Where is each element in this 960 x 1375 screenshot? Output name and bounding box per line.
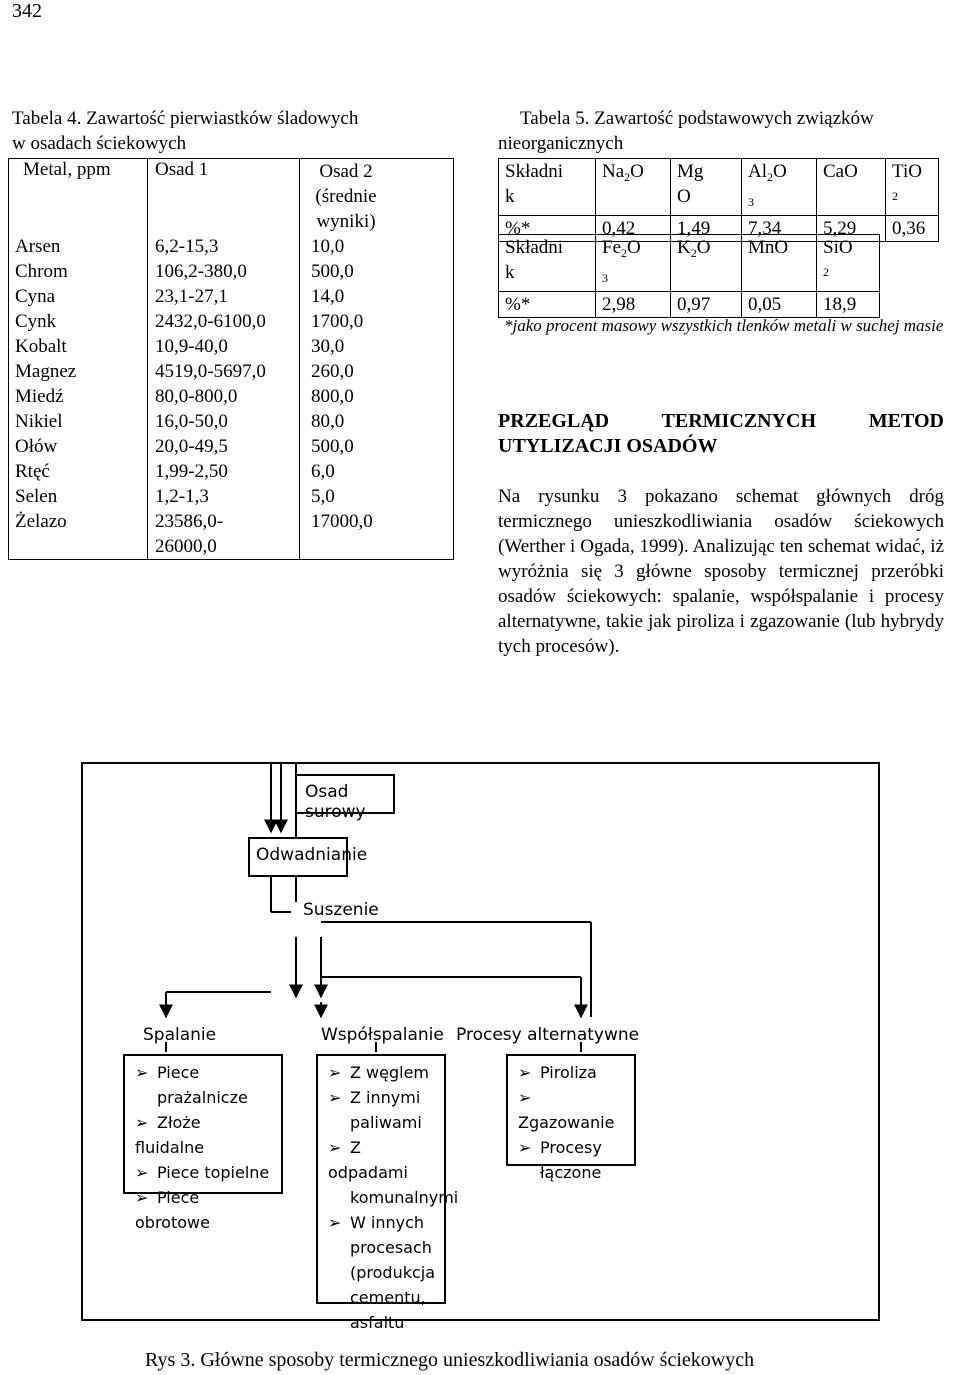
table5-cell: 1,49 xyxy=(671,216,742,242)
raw-sludge-box xyxy=(295,774,395,822)
header-osad2-line1: Osad 2 xyxy=(319,161,373,182)
table5-cell: MnO xyxy=(742,235,817,292)
table5-cell: $K_2O$ xyxy=(671,235,742,292)
list-item: ➢ Z innymi xyxy=(328,1088,421,1107)
table-row xyxy=(9,486,453,511)
table5-cell: 0,97 xyxy=(671,292,742,318)
section-paragraph: Na rysunku 3 pokazano schemat głównych dróg termicznego unieszkodliwiania osadów ściekowych (Werther i Ogada, 1999). Analizując ten schemat widać, iż wyróżnia się 3 główne sposoby termicznej przeróbki osadów ściekowych: spalanie, współspalanie i procesy alternatywne, takie jak piroliza i zgazowanie (lub hybrydy tych procesów). xyxy=(498,486,944,657)
list-item: ➢ Piece topielne xyxy=(135,1163,270,1182)
list-item: paliwami xyxy=(350,1113,422,1132)
table5-cell: TiO 2 xyxy=(886,159,939,216)
table4-cell: 30,0 xyxy=(311,336,345,357)
table4-cell: 1700,0 xyxy=(311,311,364,332)
list-item: asfaltu xyxy=(350,1313,405,1332)
table4-cell: 1,2-1,3 xyxy=(155,486,209,507)
table4-cell: Kobalt xyxy=(15,336,67,357)
table4-cell: 10,0 xyxy=(311,236,345,257)
table-row xyxy=(9,361,453,386)
drying-label: Suszenie xyxy=(303,900,379,920)
table4-cell: 14,0 xyxy=(311,286,345,307)
table4-cell: 6,2-15,3 xyxy=(155,236,219,257)
table-row xyxy=(9,286,453,311)
table4-cell: 5,0 xyxy=(311,486,335,507)
table4-cell: 17000,0 xyxy=(311,511,373,532)
list-item: ➢ Z odpadami xyxy=(328,1138,408,1182)
list-item: ➢ Złoże fluidalne xyxy=(135,1113,205,1157)
list-item: ➢ W innych xyxy=(328,1213,425,1232)
list-item: komunalnymi xyxy=(350,1188,459,1207)
table5-cell: %* xyxy=(499,216,596,242)
list-item: cementu, xyxy=(350,1288,426,1307)
table5-caption-line1: Tabela 5. Zawartość podstawowych związków xyxy=(520,108,874,129)
table-row xyxy=(9,311,453,336)
list-item: prażalnicze xyxy=(157,1088,248,1107)
table4-caption-line1: Tabela 4. Zawartość pierwiastków śladowych xyxy=(12,108,359,129)
header-osad1: Osad 1 xyxy=(155,159,209,180)
co-combustion-list xyxy=(316,1054,459,1332)
table4-cell: 10,9-40,0 xyxy=(155,336,228,357)
table5-cell: 0,36 xyxy=(886,216,939,242)
table4-cell: Ołów xyxy=(15,436,58,457)
table-row xyxy=(9,436,453,461)
table5-cell: Składni k xyxy=(499,235,596,292)
list-item: procesach xyxy=(350,1238,432,1257)
table4-caption xyxy=(12,106,358,156)
list-item: ➢ Piece obrotowe xyxy=(135,1188,210,1232)
table5-part2 xyxy=(498,234,880,318)
table4 xyxy=(8,158,454,560)
table4-cell: Cynk xyxy=(15,311,57,332)
table4-last-cont: 26000,0 xyxy=(155,536,217,557)
header-osad2-line3: wyniki) xyxy=(316,211,376,232)
table5-cell: CaO xyxy=(817,159,886,216)
table4-cell: Magnez xyxy=(15,361,77,382)
co-combustion-label: Współspalanie xyxy=(321,1025,444,1045)
alternative-processes-list xyxy=(506,1054,636,1182)
table4-cell: Miedź xyxy=(15,386,64,407)
table4-cell: 260,0 xyxy=(311,361,354,382)
list-item: ➢ Piece xyxy=(135,1063,200,1082)
table4-cell: Chrom xyxy=(15,261,68,282)
table-row xyxy=(9,511,453,536)
table-row xyxy=(9,461,453,486)
table4-header xyxy=(9,159,453,235)
table5-cell: SiO 2 xyxy=(817,235,880,292)
table4-cell: 20,0-49,5 xyxy=(155,436,228,457)
list-item: ➢ Procesy xyxy=(518,1138,602,1157)
table5-cell: %* xyxy=(499,292,596,318)
raw-sludge-label: Osad surowy xyxy=(305,782,366,822)
table-row xyxy=(9,386,453,411)
table5-cell: 5,29 xyxy=(817,216,886,242)
list-item: ➢Zgazowanie xyxy=(518,1088,615,1132)
section-heading: PRZEGLĄD TERMICZNYCH METOD UTYLIZACJI OSADÓW xyxy=(498,410,944,457)
table4-cell: 500,0 xyxy=(311,436,354,457)
table4-cell: 80,0-800,0 xyxy=(155,386,238,407)
figure-diagram xyxy=(81,762,880,1332)
list-item: łączone xyxy=(540,1163,602,1182)
dewatering-label: Odwadnianie xyxy=(256,845,368,865)
dewatering-box xyxy=(248,837,368,877)
table4-cell: Rtęć xyxy=(15,461,50,482)
table4-cell: 1,99-2,50 xyxy=(155,461,228,482)
table4-cell: Selen xyxy=(15,486,58,507)
table-row xyxy=(9,336,453,361)
table4-cell: Cyna xyxy=(15,286,56,307)
table5-cell: 0,05 xyxy=(742,292,817,318)
alternative-processes-label: Procesy alternatywne xyxy=(456,1025,640,1045)
table4-cell: 23,1-27,1 xyxy=(155,286,228,307)
list-item: ➢ Z węglem xyxy=(328,1063,430,1082)
table4-cell: Nikiel xyxy=(15,411,63,432)
table5-part1 xyxy=(498,158,939,242)
table5-cell: $Na_2O$ xyxy=(596,159,671,216)
table5-cell: 7,34 xyxy=(742,216,817,242)
table5-cell: Mg O xyxy=(671,159,742,216)
table-row xyxy=(499,159,939,216)
table4-cell: 4519,0-5697,0 xyxy=(155,361,266,382)
combustion-list xyxy=(123,1054,283,1232)
table5-cell: 18,9 xyxy=(817,292,880,318)
table4-caption-line2: w osadach ściekowych xyxy=(12,133,187,154)
table4-cell: Arsen xyxy=(15,236,61,257)
table5-footnote: *jako procent masowy wszystkich tlenków metali w suchej masie xyxy=(504,316,944,335)
table-row xyxy=(9,261,453,286)
header-osad2 xyxy=(309,159,383,234)
table5-cell: $Fe_2O$ 3 xyxy=(596,235,671,292)
table-row xyxy=(499,235,880,292)
table4-cell: 2432,0-6100,0 xyxy=(155,311,266,332)
table4-cell: 16,0-50,0 xyxy=(155,411,228,432)
table4-cell: 23586,0- xyxy=(155,511,224,532)
table4-cell: Żelazo xyxy=(15,511,67,532)
table-row xyxy=(9,411,453,436)
header-metal: Metal, ppm xyxy=(23,159,111,180)
list-item: (produkcja xyxy=(350,1263,436,1282)
table5-cell: Składni k xyxy=(499,159,596,216)
table5-cell: 2,98 xyxy=(596,292,671,318)
page-number: 342 xyxy=(12,0,42,22)
table5-caption-line2: nieorganicznych xyxy=(498,133,624,154)
table4-cell: 106,2-380,0 xyxy=(155,261,247,282)
table4-cell: 800,0 xyxy=(311,386,354,407)
list-item: ➢ Piroliza xyxy=(518,1063,597,1082)
table4-cell: 80,0 xyxy=(311,411,345,432)
table5-cell: $Al_2O$ 3 xyxy=(742,159,817,216)
table4-cell: 6,0 xyxy=(311,461,335,482)
table5-cell: 0,42 xyxy=(596,216,671,242)
header-osad2-line2: (średnie xyxy=(315,186,377,207)
table5-caption xyxy=(498,106,874,156)
combustion-label: Spalanie xyxy=(143,1025,217,1045)
table4-cell: 500,0 xyxy=(311,261,354,282)
figure-caption: Rys 3. Główne sposoby termicznego unieszkodliwiania osadów ściekowych xyxy=(145,1349,755,1371)
table-row xyxy=(9,236,453,261)
